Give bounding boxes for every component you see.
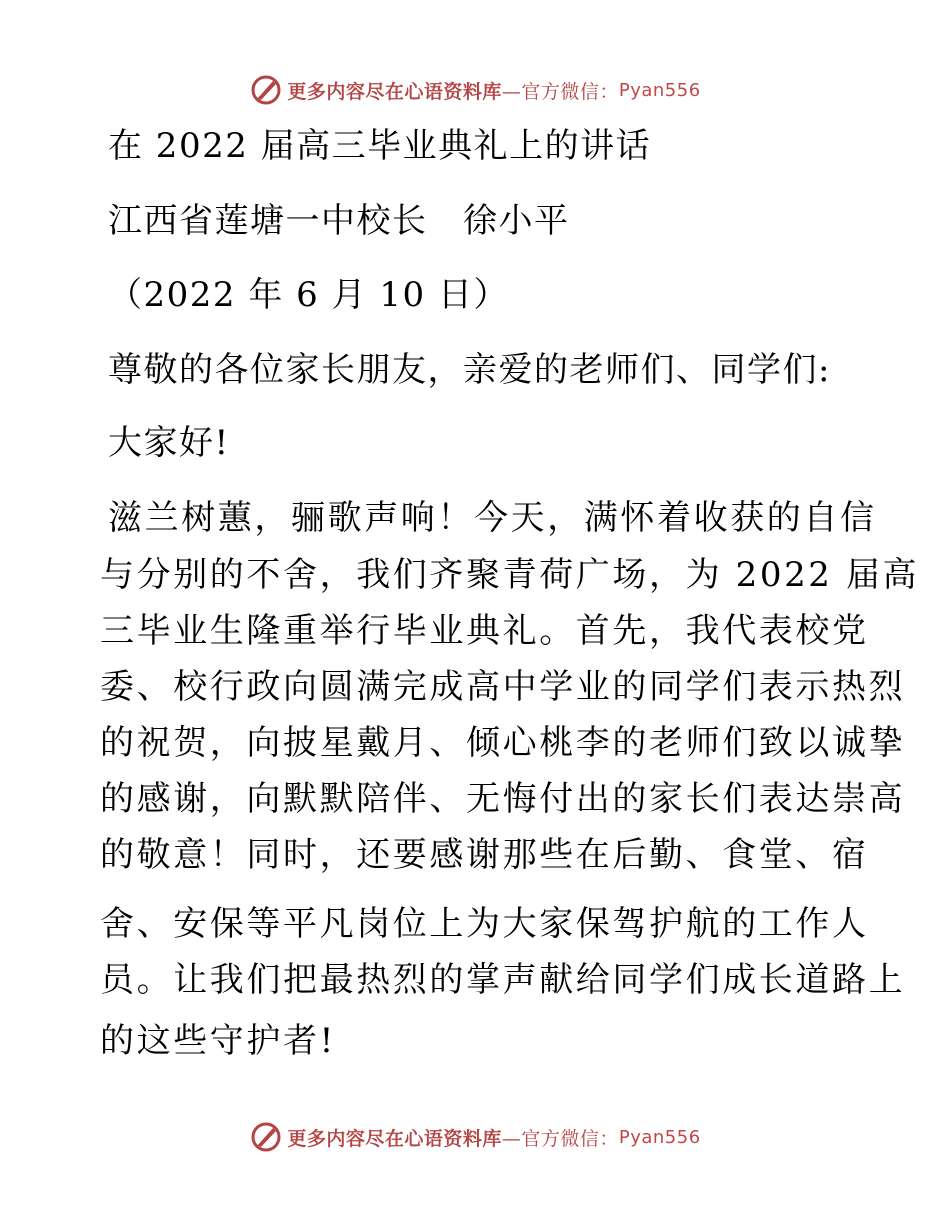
greeting: 大家好!	[108, 423, 230, 463]
paragraph-line: 滋兰树蕙，骊歌声响！今天，满怀着收获的自信	[108, 498, 877, 538]
paragraph-line: 与分别的不舍，我们齐聚青荷广场，为 2022 届高	[100, 555, 920, 595]
watermark-text: 更多内容尽在心语资料库	[287, 80, 502, 103]
paragraph-line: 的敬意！同时，还要感谢那些在后勤、食堂、宿	[100, 835, 869, 875]
paragraph-line: 的感谢，向默默陪伴、无悔付出的家长们表达崇高	[100, 779, 906, 819]
paragraph-line: 委、校行政向圆满完成高中学业的同学们表示热烈	[100, 667, 906, 707]
paragraph-line: 的祝贺，向披星戴月、倾心桃李的老师们致以诚挚	[100, 723, 906, 763]
date-line: （2022 年 6 月 10 日）	[108, 275, 509, 315]
paragraph-line: 三毕业生隆重举行毕业典礼。首先，我代表校党	[100, 611, 869, 651]
document-title: 在 2022 届高三毕业典礼上的讲话	[108, 126, 652, 166]
watermark-text: 更多内容尽在心语资料库	[287, 1127, 502, 1150]
quill-logo-icon	[249, 1120, 283, 1154]
footer-watermark	[0, 1117, 950, 1157]
quill-logo-icon	[249, 73, 283, 107]
author-line: 江西省莲塘一中校长 徐小平	[108, 201, 570, 241]
watermark-wechat-id: Pyan556	[618, 1126, 701, 1148]
paragraph-line: 员。让我们把最热烈的掌声献给同学们成长道路上	[100, 960, 906, 1000]
watermark-separator: —官方微信：	[501, 1127, 619, 1150]
paragraph-line: 舍、安保等平凡岗位上为大家保驾护航的工作人	[100, 904, 869, 944]
salutation: 尊敬的各位家长朋友，亲爱的老师们、同学们:	[108, 350, 831, 390]
header-watermark	[0, 70, 950, 110]
watermark-separator: —官方微信：	[501, 80, 619, 103]
paragraph-line: 的这些守护者!	[100, 1021, 336, 1061]
watermark-wechat-id: Pyan556	[618, 79, 701, 101]
